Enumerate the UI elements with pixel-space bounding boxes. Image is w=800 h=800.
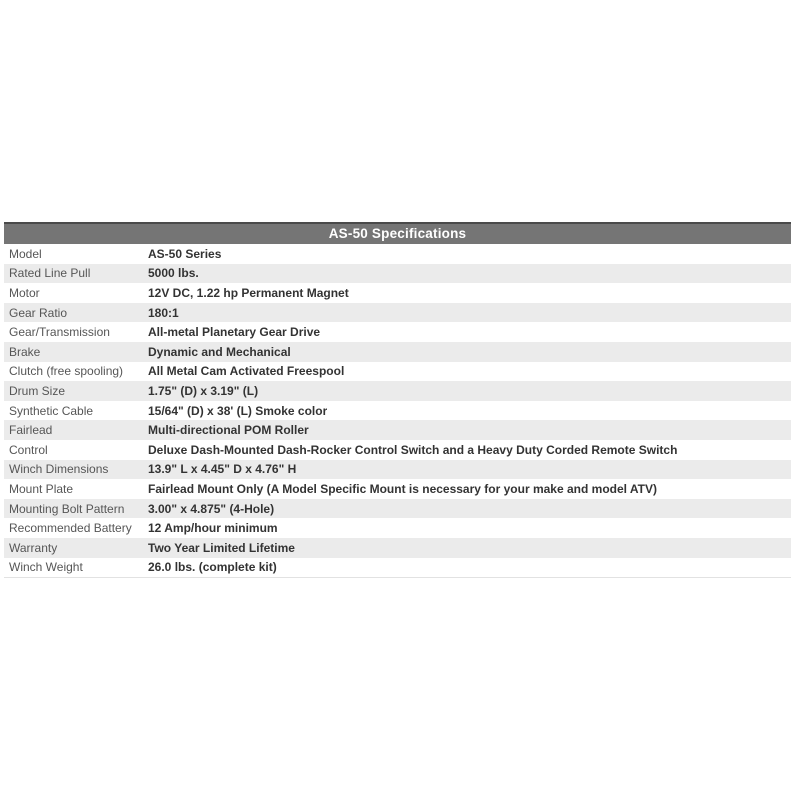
- spec-label: Fairlead: [9, 423, 53, 438]
- spec-value: 12V DC, 1.22 hp Permanent Magnet: [148, 285, 349, 300]
- table-row: [4, 283, 791, 303]
- spec-value: 1.75" (D) x 3.19" (L): [148, 383, 259, 398]
- spec-label: Rated Line Pull: [9, 266, 91, 281]
- table-row: [4, 342, 791, 362]
- spec-value: 13.9" L x 4.45" D x 4.76" H: [148, 462, 297, 477]
- spec-value: 5000 lbs.: [148, 266, 199, 281]
- spec-value: Two Year Limited Lifetime: [148, 540, 295, 555]
- specifications-table: [4, 222, 791, 578]
- table-row: [4, 499, 791, 519]
- spec-value: Deluxe Dash-Mounted Dash-Rocker Control Switch and a Heavy Duty Corded Remote Switch: [148, 442, 678, 457]
- table-row: [4, 460, 791, 480]
- table-row: [4, 479, 791, 499]
- spec-value: 12 Amp/hour minimum: [148, 521, 278, 536]
- spec-label: Warranty: [9, 540, 58, 555]
- table-row: [4, 538, 791, 558]
- spec-label: Model: [9, 246, 42, 261]
- spec-value: Dynamic and Mechanical: [148, 344, 291, 359]
- spec-value: 3.00" x 4.875" (4-Hole): [148, 501, 275, 516]
- spec-value: 180:1: [148, 305, 179, 320]
- spec-value: Fairlead Mount Only (A Model Specific Mount is necessary for your make and model ATV): [148, 481, 657, 496]
- spec-label: Mounting Bolt Pattern: [9, 501, 125, 516]
- spec-value: 26.0 lbs. (complete kit): [148, 560, 277, 575]
- table-row: [4, 264, 791, 284]
- spec-value: Multi-directional POM Roller: [148, 423, 309, 438]
- spec-label: Gear/Transmission: [9, 325, 110, 340]
- table-row: [4, 244, 791, 264]
- spec-value: 15/64" (D) x 38' (L) Smoke color: [148, 403, 328, 418]
- spec-value: AS-50 Series: [148, 246, 222, 261]
- spec-label: Gear Ratio: [9, 305, 68, 320]
- spec-label: Drum Size: [9, 383, 66, 398]
- spec-value: All-metal Planetary Gear Drive: [148, 325, 321, 340]
- table-row: [4, 362, 791, 382]
- spec-label: Brake: [9, 344, 41, 359]
- spec-label: Mount Plate: [9, 481, 74, 496]
- spec-label: Winch Dimensions: [9, 462, 109, 477]
- table-row: [4, 401, 791, 421]
- table-row: [4, 518, 791, 538]
- table-body: [4, 244, 791, 577]
- table-title: AS-50 Specifications: [4, 222, 791, 244]
- table-row: [4, 440, 791, 460]
- table-row: [4, 381, 791, 401]
- table-row: [4, 558, 791, 578]
- table-row: [4, 322, 791, 342]
- spec-value: All Metal Cam Activated Freespool: [148, 364, 345, 379]
- spec-label: Synthetic Cable: [9, 403, 94, 418]
- spec-label: Winch Weight: [9, 560, 83, 575]
- table-row: [4, 420, 791, 440]
- spec-label: Motor: [9, 285, 40, 300]
- spec-label: Control: [9, 442, 48, 457]
- spec-label: Clutch (free spooling): [9, 364, 124, 379]
- spec-label: Recommended Battery: [9, 521, 132, 536]
- table-row: [4, 303, 791, 323]
